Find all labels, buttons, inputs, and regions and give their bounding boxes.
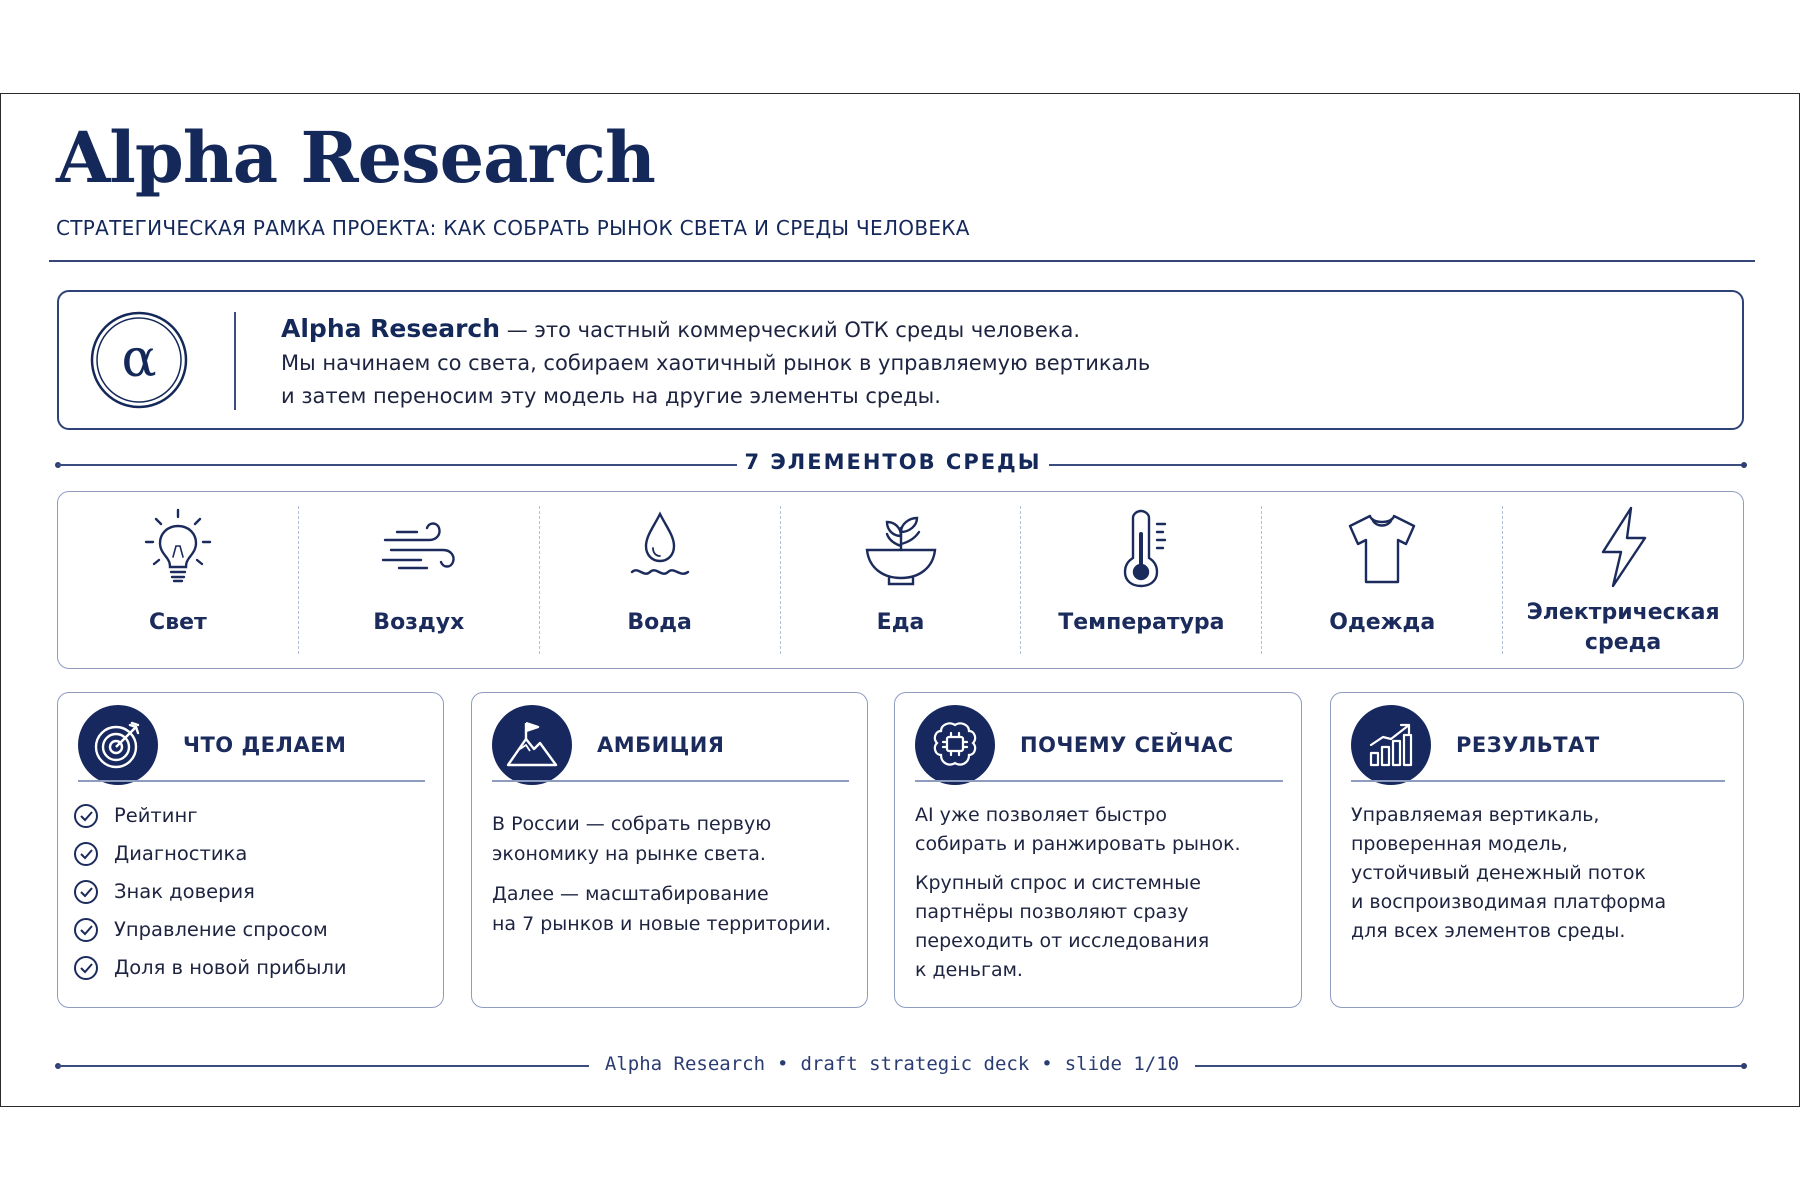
card-paragraph — [915, 801, 1285, 859]
card-ambition — [471, 692, 868, 1008]
footer-separator: • — [1041, 1053, 1053, 1075]
card-divider — [915, 780, 1283, 782]
card-body — [915, 801, 1285, 995]
card-title: РЕЗУЛЬТАТ — [1456, 733, 1600, 757]
checklist-label: Управление спросом — [114, 918, 328, 941]
element-label: Воздух — [373, 610, 465, 635]
card-divider — [78, 780, 425, 782]
card-why-now — [894, 692, 1302, 1008]
text-line: на 7 рынков и новые территории. — [492, 913, 832, 935]
element-clothing — [1262, 506, 1503, 654]
element-label-line: Электрическая — [1526, 600, 1720, 625]
list-item — [72, 949, 347, 987]
ai-brain-chip-icon — [915, 705, 995, 785]
target-icon — [78, 705, 158, 785]
page-title: Alpha Research — [56, 116, 655, 199]
elements-section-title: 7 ЭЛЕМЕНТОВ СРЕДЫ — [744, 450, 1042, 474]
text-line: устойчивый денежный поток — [1351, 862, 1646, 884]
list-item — [72, 835, 347, 873]
text-line: AI уже позволяет быстро — [915, 804, 1167, 826]
lightning-icon — [1581, 506, 1665, 590]
intro-box — [57, 290, 1744, 430]
checklist-label: Доля в новой прибыли — [114, 956, 347, 979]
element-label: Температура — [1058, 610, 1225, 635]
slide — [0, 93, 1800, 1107]
section-line-dot — [1741, 462, 1747, 468]
check-circle-icon — [72, 878, 100, 906]
card-paragraph — [915, 869, 1285, 985]
card-divider — [492, 780, 849, 782]
check-circle-icon — [72, 802, 100, 830]
card-divider — [1351, 780, 1725, 782]
element-light — [58, 506, 299, 654]
text-line: собирать и ранжировать рынок. — [915, 833, 1241, 855]
alpha-logo-glyph: α — [121, 329, 157, 389]
card-result — [1330, 692, 1744, 1008]
elements-strip — [57, 491, 1744, 669]
thermometer-icon — [1099, 506, 1183, 590]
checklist — [72, 797, 347, 987]
section-line-right — [1049, 464, 1745, 466]
card-body — [1351, 801, 1727, 946]
element-water — [540, 506, 781, 654]
page-subtitle: СТРАТЕГИЧЕСКАЯ РАМКА ПРОЕКТА: КАК СОБРАТЬ РЫНОК СВЕТА И СРЕДЫ ЧЕЛОВЕКА — [56, 216, 970, 240]
footer-slide-number: slide 1/10 — [1064, 1053, 1180, 1075]
text-line: партнёры позволяют сразу — [915, 901, 1189, 923]
element-label: Вода — [627, 610, 692, 635]
check-circle-icon — [72, 916, 100, 944]
intro-text — [281, 312, 1150, 413]
footer-brand: Alpha Research — [604, 1053, 766, 1075]
text-line: к деньгам. — [915, 959, 1023, 981]
list-item — [72, 911, 347, 949]
footer-line-left — [57, 1065, 589, 1067]
water-drop-icon — [618, 506, 702, 590]
text-line: Далее — масштабирование — [492, 883, 769, 905]
section-line-left — [57, 464, 737, 466]
card-title: АМБИЦИЯ — [597, 733, 725, 757]
element-label: Одежда — [1329, 610, 1436, 635]
element-food — [781, 506, 1022, 654]
intro-line3: и затем переносим эту модель на другие элементы среды. — [281, 384, 941, 408]
text-line: проверенная модель, — [1351, 833, 1568, 855]
header-divider — [49, 260, 1755, 262]
footer-line-right — [1195, 1065, 1745, 1067]
element-label: Еда — [876, 610, 925, 635]
check-circle-icon — [72, 954, 100, 982]
element-label — [1503, 598, 1743, 658]
footer-deck: draft strategic deck — [800, 1053, 1030, 1075]
footer — [589, 1053, 1195, 1075]
checklist-label: Рейтинг — [114, 804, 198, 827]
growth-chart-icon — [1351, 705, 1431, 785]
card-paragraph — [492, 809, 851, 869]
footer-separator: • — [777, 1053, 789, 1075]
text-line: для всех элементов среды. — [1351, 920, 1626, 942]
text-line: переходить от исследования — [915, 930, 1210, 952]
checklist-label: Знак доверия — [114, 880, 255, 903]
intro-brand: Alpha Research — [281, 314, 501, 343]
lightbulb-icon — [136, 506, 220, 590]
card-title: ЧТО ДЕЛАЕМ — [183, 733, 347, 757]
footer-line-dot — [1741, 1063, 1747, 1069]
text-line: В России — собрать первую — [492, 813, 772, 835]
card-paragraph — [492, 879, 851, 939]
card-what-we-do — [57, 692, 444, 1008]
list-item — [72, 797, 347, 835]
list-item — [72, 873, 347, 911]
element-temperature — [1021, 506, 1262, 654]
element-label-line: среда — [1584, 630, 1662, 655]
mountain-flag-icon — [492, 705, 572, 785]
element-air — [299, 506, 540, 654]
wind-icon — [377, 506, 461, 590]
intro-divider — [234, 312, 236, 410]
alpha-logo-icon — [89, 310, 189, 410]
text-line: экономику на рынке света. — [492, 843, 766, 865]
text-line: Крупный спрос и системные — [915, 872, 1201, 894]
text-line: Управляемая вертикаль, — [1351, 804, 1600, 826]
checklist-label: Диагностика — [114, 842, 248, 865]
text-line: и воспроизводимая платформа — [1351, 891, 1667, 913]
element-label: Свет — [149, 610, 207, 635]
check-circle-icon — [72, 840, 100, 868]
card-body — [492, 809, 851, 949]
intro-line1: — это частный коммерческий ОТК среды человека. — [500, 318, 1080, 342]
bowl-sprout-icon — [859, 506, 943, 590]
intro-line2: Мы начинаем со света, собираем хаотичный рынок в управляемую вертикаль — [281, 351, 1151, 375]
element-electric — [1503, 506, 1743, 654]
tshirt-icon — [1340, 506, 1424, 590]
card-title: ПОЧЕМУ СЕЙЧАС — [1020, 733, 1234, 757]
